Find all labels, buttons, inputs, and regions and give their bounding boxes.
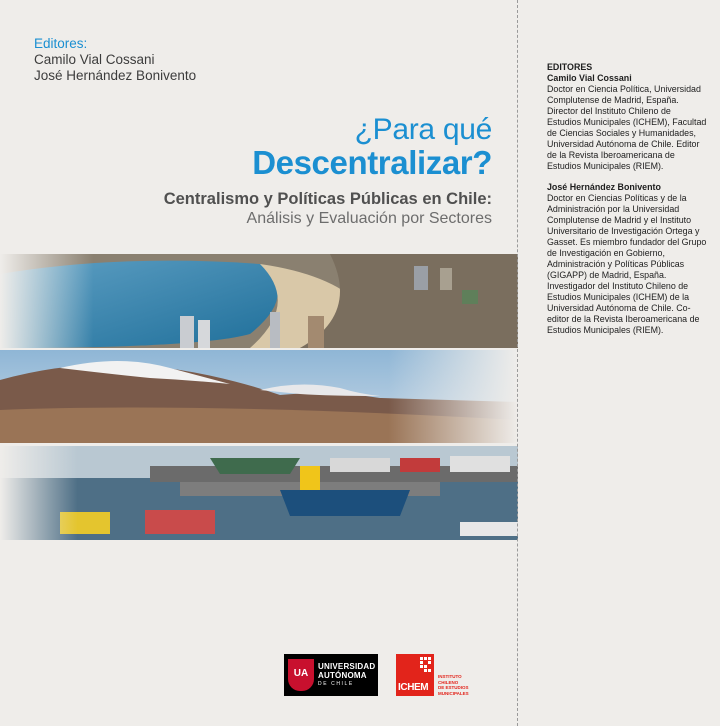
ua-logo-line-2: AUTÓNOMA	[318, 671, 367, 680]
book-title-line-1: ¿Para qué	[354, 113, 492, 146]
ichem-grid-icon	[420, 657, 432, 673]
ichem-wordmark: ICHEM	[398, 682, 429, 693]
back-flap	[519, 0, 720, 726]
book-title-line-2: Descentralizar?	[252, 144, 492, 181]
coastal-city-photo	[0, 254, 518, 348]
ua-logo-line-1: UNIVERSIDAD	[318, 662, 376, 671]
ua-shield-icon: UA	[288, 659, 314, 691]
editor-name-2: José Hernández Bonivento	[34, 68, 197, 83]
book-subtitle-line-2: Análisis y Evaluación por Sectores	[246, 210, 492, 227]
flap-editor2-name: José Hernández Bonivento	[547, 182, 661, 192]
ichem-logo-box	[396, 654, 434, 696]
ichem-logo	[396, 654, 476, 696]
fold-line	[517, 0, 518, 726]
editor-name-1: Camilo Vial Cossani	[34, 52, 155, 67]
editors-block	[34, 36, 196, 84]
ichem-subtitle-line-2: DE ESTUDIOS	[438, 685, 469, 690]
book-subtitle-line-1: Centralismo y Políticas Públicas en Chile:	[163, 190, 492, 208]
ua-logo-line-3: DE CHILE	[318, 681, 354, 687]
mountain-desert-photo	[0, 350, 518, 443]
flap-editor1-bio: Doctor en Ciencia Política, Universidad Complutense de Madrid, España. Director del Instituto Chileno de Estudios Municipales (ICHEM), Facultad de Ciencias Sociales y Humanidades, Universidad Autónoma de Chile. Editor de la Revista Iberoamericana de Estudios Municipales (RIEM).	[547, 84, 707, 171]
port-harbor-photo	[0, 446, 518, 540]
editors-bio-text	[547, 62, 707, 346]
flap-editor2-bio: Doctor en Ciencias Políticas y de la Administración por la Universidad Complutense de Madrid y el Instituto Universitario de Investigación Ortega y Gasset. Es miembro fundador del Grupo de Investigación en Gobierno, Administración y Políticas Públicas (GIGAPP) de Madrid, España. Investigador del Instituto Chileno de Estudios Municipales (ICHEM) de la Universidad Autónoma de Chile. Co-editor de la Revista Iberoamericana de Estudios Municipales (RIEM).	[547, 193, 707, 335]
flap-editor1-name: Camilo Vial Cossani	[547, 73, 632, 83]
ichem-subtitle-line-1: INSTITUTO CHILENO	[438, 674, 462, 685]
editors-label: Editores:	[34, 36, 88, 51]
flap-heading: EDITORES	[547, 62, 593, 72]
ichem-subtitle-line-3: MUNICIPALES	[438, 690, 469, 696]
title-block	[164, 114, 492, 229]
universidad-autonoma-logo	[284, 654, 378, 696]
